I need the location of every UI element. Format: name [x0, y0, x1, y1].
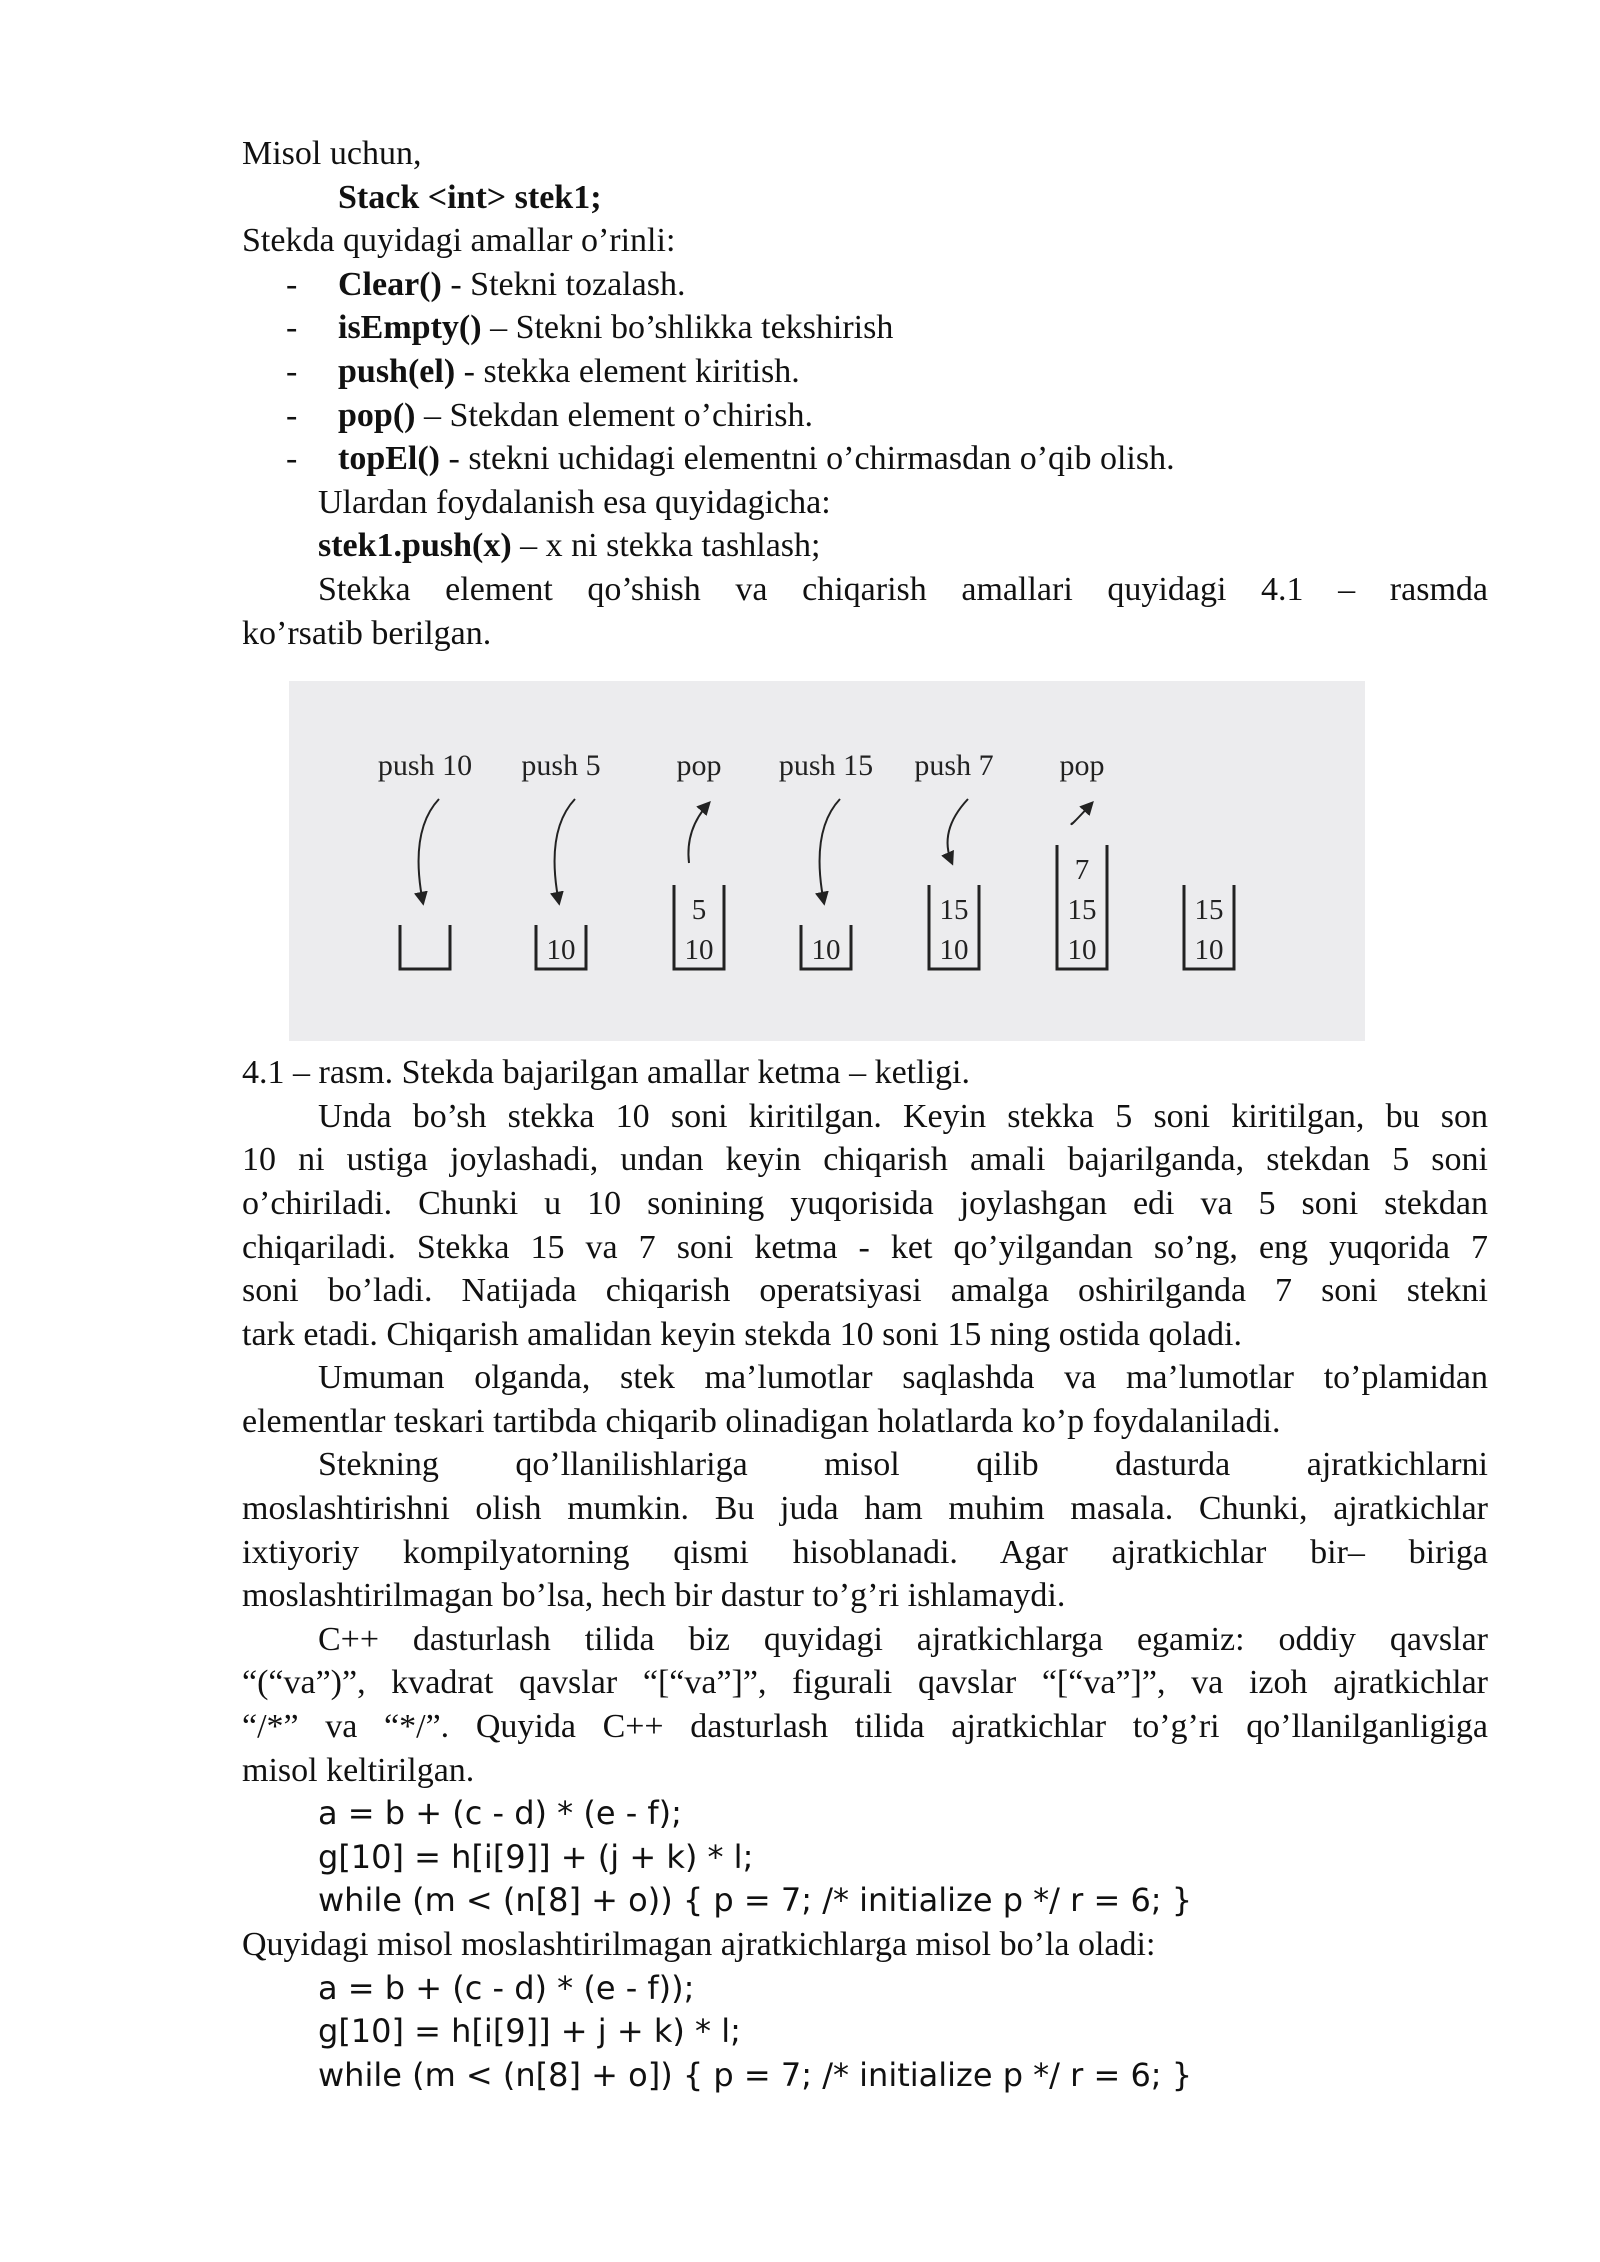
stack-container [400, 925, 450, 969]
step-label: pop [1059, 749, 1105, 783]
stack-item: 10 [684, 934, 714, 967]
stack-item: 15 [1067, 894, 1097, 927]
code-line: a = b + (c - d) * (e - f)); [318, 1968, 695, 2007]
paragraph-line: elementlar teskari tartibda chiqarib olinadigan holatlarda ko’p foydalaniladi. [242, 1402, 1281, 1440]
step-label: pop [676, 749, 722, 783]
list-item: - Clear() - Stekni tozalash. [286, 265, 686, 303]
stack-item: 10 [546, 934, 576, 967]
usage-example: stek1.push(x) – x ni stekka tashlash; [318, 527, 821, 565]
code-line: while (m < (n[8] + o)) { p = 7; /* initialize p */ r = 6; } [318, 1881, 1193, 1920]
code-bad-example [242, 1967, 1488, 2098]
stack-item: 5 [691, 894, 707, 927]
stack-item: 15 [1194, 894, 1224, 927]
operations-list [242, 263, 1488, 481]
push-arrow [555, 799, 575, 903]
stack-item: 10 [1067, 934, 1097, 967]
list-item: - isEmpty() – Stekni bo’shlikka tekshirish [286, 309, 894, 347]
paragraph-line: misol keltirilgan. [242, 1751, 475, 1789]
paragraph-line: chiqariladi. Stekka 15 va 7 soni ketma - ket qo’yilgandan so’ng, eng yuqorida 7 [242, 1228, 1488, 1266]
intro-text: Misol uchun, [242, 135, 422, 172]
figure-reference-end: ko’rsatib berilgan. [242, 614, 492, 652]
stack-item: 10 [939, 934, 969, 967]
figure-caption: 4.1 – rasm. Stekda bajarilgan amallar ketma – ketligi. [242, 1054, 970, 1092]
paragraph-usage [242, 1443, 1488, 1617]
stack-diagram [289, 681, 1365, 1041]
paragraph-general [242, 1356, 1488, 1443]
paragraph-line: tark etadi. Chiqarish amalidan keyin stekda 10 soni 15 ning ostida qoladi. [242, 1315, 1242, 1353]
stack-item: 7 [1074, 854, 1090, 887]
paragraph-line: Unda bo’sh stekka 10 soni kiritilgan. Keyin stekka 5 soni kiritilgan, bu son [318, 1097, 1488, 1135]
document-page [242, 132, 1488, 2097]
paragraph-line: 10 ni ustiga joylashadi, undan keyin chiqarish amali bajarilganda, stekdan 5 soni [242, 1141, 1488, 1179]
stack-item: 10 [1194, 934, 1224, 967]
step-label: push 10 [377, 749, 473, 783]
paragraph-stack-explanation [242, 1095, 1488, 1357]
list-item: - push(el) - stekka element kiritish. [286, 352, 800, 390]
step-label: push 7 [914, 749, 994, 783]
paragraph-line: moslashtirishni olish mumkin. Bu juda ham muhim masala. Chunki, ajratkichlar [242, 1490, 1488, 1528]
paragraph-line: ixtiyoriy kompilyatorning qismi hisoblanadi. Agar ajratkichlar bir– biriga [242, 1533, 1488, 1571]
paragraph-line: Umuman olganda, stek ma’lumotlar saqlashda va ma’lumotlar to’plamidan [318, 1359, 1488, 1397]
push-arrow [419, 799, 439, 903]
step-label: push 15 [778, 749, 874, 783]
code-line: while (m < (n[8] + o]) { p = 7; /* initialize p */ r = 6; } [318, 2055, 1193, 2094]
figure-reference: Stekka element qo’shish va chiqarish amallari quyidagi 4.1 – rasmda [318, 570, 1488, 608]
code-line: a = b + (c - d) * (e - f); [318, 1794, 682, 1833]
push-arrow [820, 799, 840, 903]
paragraph-line: “(“va”)”, kvadrat qavslar “[“va”]”, figurali qavslar “[“va”]”, va izoh ajratkichlar [242, 1664, 1488, 1702]
declaration-code: Stack <int> stek1; [338, 178, 602, 216]
ops-intro: Stekda quyidagi amallar o’rinli: [242, 222, 676, 260]
step-label: push 5 [521, 749, 601, 783]
paragraph-line: C++ dasturlash tilida biz quyidagi ajratkichlarga egamiz: oddiy qavslar [318, 1620, 1488, 1658]
paragraph-line: soni bo’ladi. Natijada chiqarish operatsiyasi amalga oshirilganda 7 soni stekni [242, 1272, 1488, 1310]
code-line: g[10] = h[i[9]] + (j + k) * l; [318, 1837, 754, 1876]
push-arrow [948, 799, 968, 863]
pop-arrow [1071, 803, 1092, 824]
list-item: - pop() – Stekdan element o’chirish. [286, 396, 813, 434]
bad-example-intro: Quyidagi misol moslashtirilmagan ajratkichlarga misol bo’la oladi: [242, 1926, 1156, 1963]
pop-arrow [688, 803, 709, 863]
stack-figure [289, 681, 1365, 1041]
paragraph-line: Stekning qo’llanilishlariga misol qilib dasturda ajratkichlarni [318, 1446, 1488, 1484]
code-line: g[10] = h[i[9]] + j + k) * l; [318, 2012, 741, 2051]
usage-intro: Ulardan foydalanish esa quyidagicha: [318, 483, 831, 521]
paragraph-line: moslashtirilmagan bo’lsa, hech bir dastur to’g’ri ishlamaydi. [242, 1577, 1066, 1615]
list-item: - topEl() - stekni uchidagi elementni o’chirmasdan o’qib olish. [286, 440, 1175, 478]
paragraph-line: “/*” va “*/”. Quyida C++ dasturlash tilida ajratkichlar to’g’ri qo’llanilganligiga [242, 1708, 1488, 1746]
paragraph-delimiters [242, 1618, 1488, 1792]
stack-item: 15 [939, 894, 969, 927]
code-good-example [242, 1792, 1488, 1923]
stack-item: 10 [811, 934, 841, 967]
paragraph-line: o’chiriladi. Chunki u 10 sonining yuqorisida joylashgan edi va 5 soni stekdan [242, 1184, 1488, 1222]
